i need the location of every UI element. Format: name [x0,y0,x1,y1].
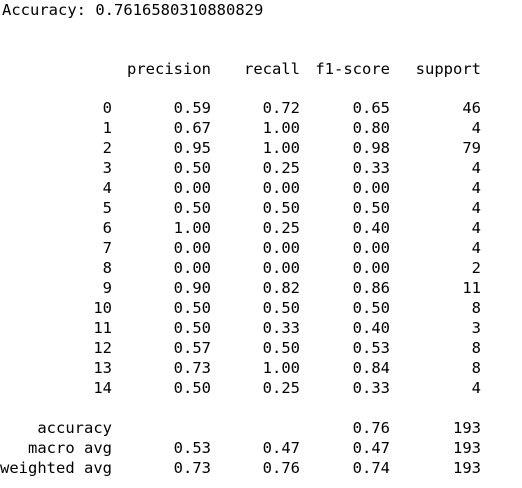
row-recall: 1.00 [262,359,300,377]
row-support: 3 [471,319,481,337]
row-f1-score: 0.40 [352,219,390,237]
summary-precision: 0.73 [173,459,211,477]
accuracy-label: Accuracy: [2,1,86,19]
row-precision: 0.50 [173,319,211,337]
summary-row-macro-avg [0,438,522,458]
row-support: 2 [471,259,481,277]
row-support: 4 [471,179,481,197]
row-f1-score: 0.33 [352,159,390,177]
row-support: 79 [462,139,481,157]
row-support: 4 [471,119,481,137]
table-row [0,118,522,138]
row-label: 4 [102,179,112,197]
row-recall: 0.82 [262,279,300,297]
table-row [0,278,522,298]
table-row [0,178,522,198]
row-label: 1 [102,119,112,137]
row-f1-score: 0.98 [352,139,390,157]
row-label: 12 [93,339,112,357]
summary-support: 193 [453,459,481,477]
row-f1-score: 0.86 [352,279,390,297]
row-label: 8 [102,259,112,277]
row-label: 0 [102,99,112,117]
row-label: 10 [93,299,112,317]
row-support: 11 [462,279,481,297]
summary-recall: 0.76 [262,459,300,477]
row-recall: 0.72 [262,99,300,117]
row-label: 2 [102,139,112,157]
summary-label: weighted avg [0,459,112,477]
row-label: 14 [93,379,112,397]
row-recall: 0.25 [262,159,300,177]
row-support: 4 [471,379,481,397]
row-recall: 0.25 [262,219,300,237]
table-row [0,238,522,258]
summary-recall: 0.47 [262,439,300,457]
summary-support: 193 [453,419,481,437]
table-row [0,318,522,338]
accuracy-value: 0.7616580310880829 [95,1,264,19]
row-precision: 0.90 [173,279,211,297]
row-recall: 0.33 [262,319,300,337]
row-precision: 0.50 [173,159,211,177]
summary-precision: 0.53 [173,439,211,457]
row-recall: 0.00 [262,259,300,277]
summary-label: accuracy [37,419,112,437]
row-support: 4 [471,199,481,217]
row-support: 4 [471,239,481,257]
row-f1-score: 0.80 [352,119,390,137]
row-recall: 0.50 [262,339,300,357]
row-recall: 0.50 [262,199,300,217]
row-precision: 0.00 [173,239,211,257]
row-support: 4 [471,219,481,237]
row-support: 4 [471,159,481,177]
row-support: 46 [462,99,481,117]
row-recall: 1.00 [262,119,300,137]
row-recall: 0.25 [262,379,300,397]
header-recall: recall [244,60,300,78]
row-f1-score: 0.65 [352,99,390,117]
row-support: 8 [471,359,481,377]
row-recall: 0.00 [262,179,300,197]
table-row [0,358,522,378]
summary-f1-score: 0.76 [352,419,390,437]
table-row [0,258,522,278]
row-f1-score: 0.40 [352,319,390,337]
summary-support: 193 [453,439,481,457]
row-recall: 0.50 [262,299,300,317]
row-precision: 0.50 [173,299,211,317]
row-recall: 1.00 [262,139,300,157]
report-header-row [0,59,522,79]
row-precision: 0.95 [173,139,211,157]
row-label: 6 [102,219,112,237]
summary-row-accuracy [0,418,522,438]
row-support: 8 [471,299,481,317]
row-label: 11 [93,319,112,337]
table-row [0,298,522,318]
table-row [0,218,522,238]
row-label: 13 [93,359,112,377]
row-precision: 0.57 [173,339,211,357]
row-label: 9 [102,279,112,297]
table-row [0,198,522,218]
header-f1-score: f1-score [315,60,390,78]
header-precision: precision [127,60,211,78]
row-precision: 0.50 [173,199,211,217]
row-f1-score: 0.33 [352,379,390,397]
row-f1-score: 0.00 [352,239,390,257]
row-label: 5 [102,199,112,217]
row-f1-score: 0.50 [352,299,390,317]
row-precision: 1.00 [173,219,211,237]
table-row [0,378,522,398]
row-f1-score: 0.50 [352,199,390,217]
row-precision: 0.73 [173,359,211,377]
row-f1-score: 0.53 [352,339,390,357]
row-precision: 0.59 [173,99,211,117]
row-label: 7 [102,239,112,257]
row-precision: 0.50 [173,379,211,397]
row-recall: 0.00 [262,239,300,257]
table-row [0,98,522,118]
header-support: support [415,60,481,78]
row-f1-score: 0.00 [352,179,390,197]
row-f1-score: 0.00 [352,259,390,277]
row-f1-score: 0.84 [352,359,390,377]
summary-label: macro avg [28,439,112,457]
row-support: 8 [471,339,481,357]
row-precision: 0.00 [173,179,211,197]
summary-f1-score: 0.74 [352,459,390,477]
summary-row-weighted-avg [0,458,522,478]
row-precision: 0.67 [173,119,211,137]
row-label: 3 [102,159,112,177]
summary-f1-score: 0.47 [352,439,390,457]
table-row [0,338,522,358]
row-precision: 0.00 [173,259,211,277]
table-row [0,138,522,158]
table-row [0,158,522,178]
